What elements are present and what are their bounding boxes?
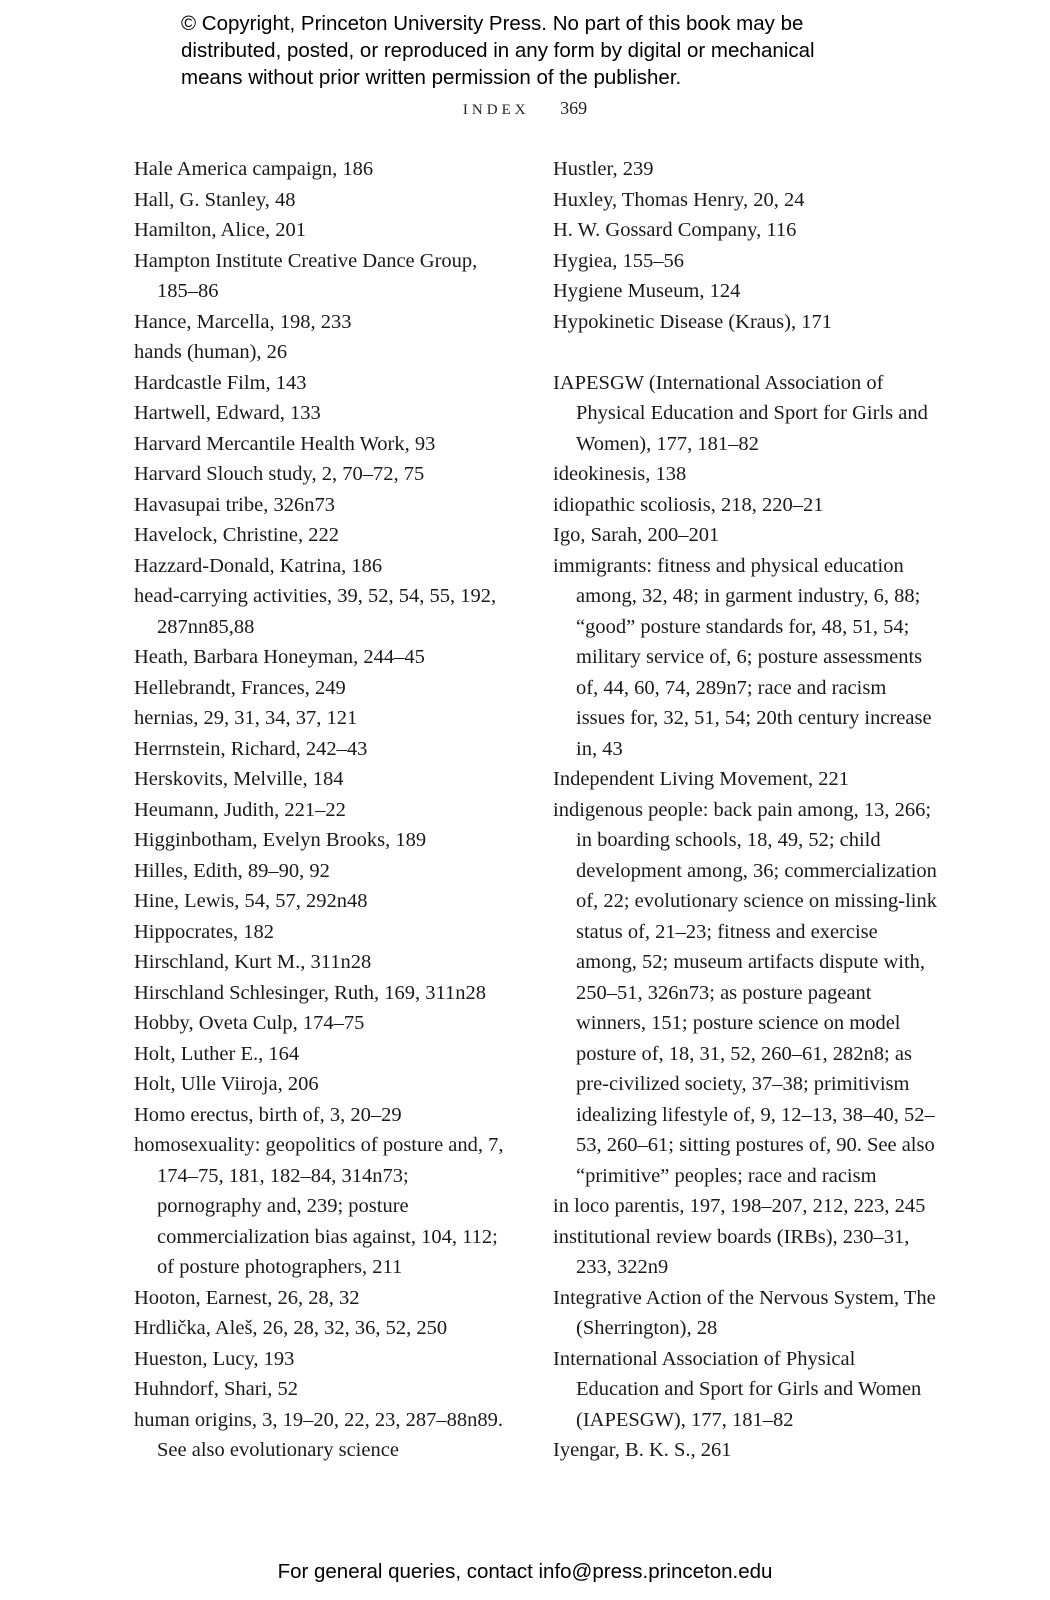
page-number: 369 [560,98,588,118]
index-entry: hands (human), 26 [134,341,288,363]
index-entry: homosexuality: geopolitics of posture and, 7, 174–75, 181, 182–84, 314n73; pornography and, 239; posture commercialization bias against, 104, 112; of posture photographers, 211 [134,1134,504,1278]
index-entry: Hall, G. Stanley, 48 [134,188,296,211]
index-entry: Igo, Sarah, 200–201 [553,524,720,546]
index-entry: human origins, 3, 19–20, 22, 23, 287–88n89. See also evolutionary science [134,1408,503,1461]
index-entry: Homo erectus, birth of, 3, 20–29 [134,1103,402,1126]
index-entry: Hygiea, 155–56 [553,249,684,272]
index-entry: International Association of Physical Education and Sport for Girls and Women (IAPESGW), 177, 181–82 [553,1347,922,1431]
index-entry: Hartwell, Edward, 133 [134,402,321,424]
copyright-line-2: distributed, posted, or reproduced in any form by digital or mechanical [181,39,815,62]
index-entry: Harvard Slouch study, 2, 70–72, 75 [134,463,425,485]
index-entry: Hazzard-Donald, Katrina, 186 [134,554,383,577]
index-entry: Hirschland, Kurt M., 311n28 [134,951,372,973]
index-entry: idiopathic scoliosis, 218, 220–21 [553,493,824,516]
index-entry: Hamilton, Alice, 201 [134,219,306,241]
index-entry: head-carrying activities, 39, 52, 54, 55, 192, 287nn85,88 [134,585,497,638]
index-entry: Hypokinetic Disease (Kraus), 171 [553,310,832,333]
index-entry: Holt, Luther E., 164 [134,1042,300,1065]
index-entry: ideokinesis, 138 [553,463,687,485]
index-entry: indigenous people: back pain among, 13, 266; in boarding schools, 18, 49, 52; child development among, 36; commercialization of, 22; evolutionary science on missing-link status of, 21–23; fitness and exercise among, 52; museum artifacts dispute with, 250–51, 326n73; as posture pageant winners, 151; posture science on model posture of, 18, 31, 52, 260–61, 282n8; as pre-civilized society, 37–38; primitivism idealizing lifestyle of, 9, 12–13, 38–40, 52–53, 260–61; sitting postures of, 90. See also “primitive” peoples; race and racism [553,798,937,1187]
index-entry: Heumann, Judith, 221–22 [134,798,346,821]
index-entry: Hampton Institute Creative Dance Group, 185–86 [134,249,478,302]
index-entry: Hustler, 239 [553,158,654,180]
index-entry: Higginbotham, Evelyn Brooks, 189 [134,829,427,851]
index-entry: immigrants: fitness and physical education among, 32, 48; in garment industry, 6, 88; “good” posture standards for, 48, 51, 54; military service of, 6; posture assessments of, 44, 60, 74, 289n7; race and racism issues for, 32, 51, 54; 20th century increase in, 43 [553,554,932,760]
index-entry: in loco parentis, 197, 198–207, 212, 223, 245 [553,1195,926,1217]
index-entry: Hueston, Lucy, 193 [134,1347,295,1370]
index-entry: Iyengar, B. K. S., 261 [553,1439,732,1461]
copyright-notice [181,10,901,91]
copyright-line-3: means without prior written permission of the publisher. [181,66,682,89]
index-entry: hernias, 29, 31, 34, 37, 121 [134,707,358,729]
running-head-label: INDEX [462,102,530,118]
index-entry: Hrdlička, Aleš, 26, 28, 32, 36, 52, 250 [134,1317,448,1339]
index-entry: Hance, Marcella, 198, 233 [134,310,352,333]
index-entry: Huhndorf, Shari, 52 [134,1378,298,1400]
index-entry: Herskovits, Melville, 184 [134,768,344,790]
letter-group-spacer [553,337,937,368]
index-entry: Huxley, Thomas Henry, 20, 24 [553,188,805,211]
index-entry: Heath, Barbara Honeyman, 244–45 [134,646,425,668]
index-entry: Hardcastle Film, 143 [134,371,307,394]
index-entry: Hilles, Edith, 89–90, 92 [134,859,330,882]
index-entry: Hippocrates, 182 [134,920,275,943]
index-entry: Hine, Lewis, 54, 57, 292n48 [134,890,368,912]
index-entry: Havelock, Christine, 222 [134,524,339,546]
index-entry: Hale America campaign, 186 [134,158,374,180]
index-entry: Integrative Action of the Nervous System, The (Sherrington), 28 [553,1286,936,1339]
footer-contact: For general queries, contact info@press.princeton.edu [277,1560,773,1583]
index-entry: H. W. Gossard Company, 116 [553,219,797,241]
index-entry: Hygiene Museum, 124 [553,280,741,302]
index-entry: IAPESGW (International Association of Physical Education and Sport for Girls and Women), 177, 181–82 [553,371,928,455]
index-entry: Hobby, Oveta Culp, 174–75 [134,1012,365,1034]
index-entry: Holt, Ulle Viiroja, 206 [134,1073,319,1095]
index-entry: Havasupai tribe, 326n73 [134,493,335,516]
index-entry: Hirschland Schlesinger, Ruth, 169, 311n28 [134,981,487,1004]
index-entry: Hellebrandt, Frances, 249 [134,676,346,699]
index-column-right [553,154,937,1466]
index-entry: Independent Living Movement, 221 [553,768,850,790]
running-head [0,98,1050,119]
index-entry: Hooton, Earnest, 26, 28, 32 [134,1286,360,1309]
copyright-line-1: © Copyright, Princeton University Press. No part of this book may be [181,12,804,35]
index-entry: Harvard Mercantile Health Work, 93 [134,432,436,455]
index-column-left [134,154,516,1466]
index-entry: institutional review boards (IRBs), 230–31, 233, 322n9 [553,1225,910,1278]
index-entry: Herrnstein, Richard, 242–43 [134,737,368,760]
